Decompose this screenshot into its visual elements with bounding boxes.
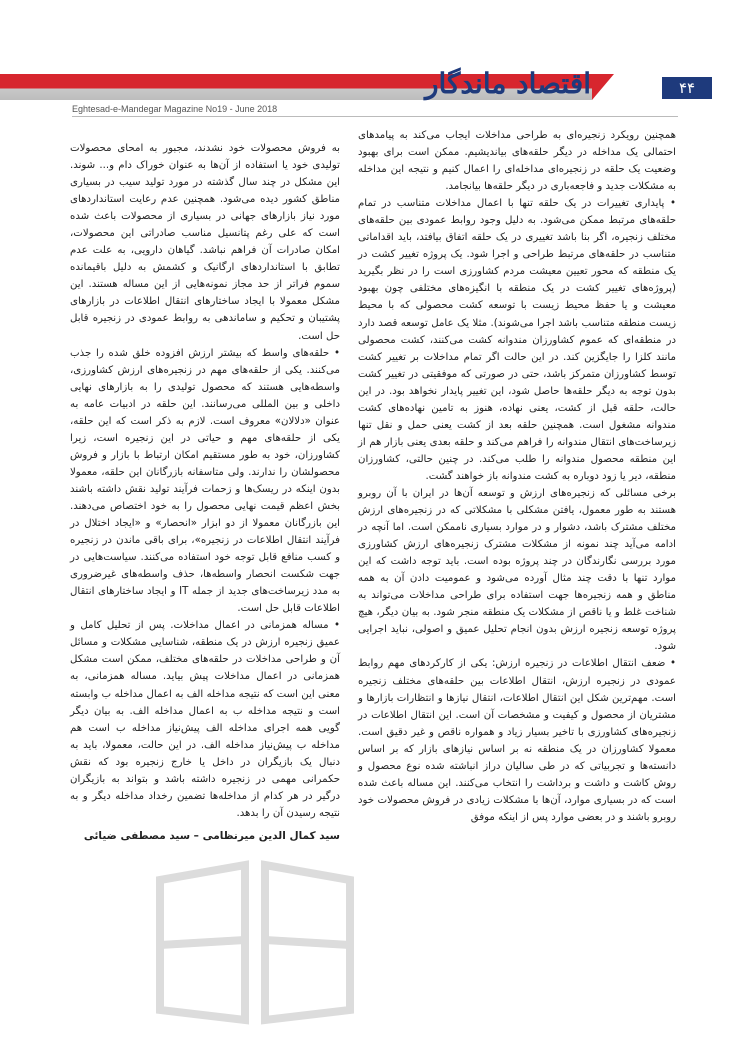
paragraph: • حلقه‌های واسط که بیشتر ارزش افزوده خلق شده را جذب می‌کنند. یکی از حلقه‌های مهم در زنجیره‌های ارزش کشاورزی، واسطه‌هایی هستند که محصول تولیدی را به بازارهای نهایی داخلی و بین المللی می‌رسانند. این حلقه در ادبیات عامه به عنوان «دلالان» معروف است. لازم به ذکر است که این حلقه، یکی از حلقه‌های مهم و حیاتی در این زنجیره است، زیرا کشاورزان، خود به طور مستقیم امکان ارتباط با بازار و فروش محصولشان را ندارند. ولی متاسفانه بازرگانان این حلقه، معمولا بدون اینکه در ریسک‌ها و زحمات فرآیند تولید نقش داشته باشند بخش اعظم قیمت نهایی محصول را به خود اختصاص می‌دهند. این بازرگانان معمولا از دو ابزار «انحصار» و «ایجاد اختلال در فرآیند انتقال اطلاعات در زنجیره»، برای باقی ماندن در زنجیره و کسب منافع قابل توجه خود استفاده می‌کنند. سیاست‌هایی در جهت شکست انحصار واسطه‌ها، حذف واسطه‌های غیرضروری به مدد زیرساخت‌های جدید از جمله IT و ایجاد ساختارهای انتقال اطلاعات قابل حل است.: [70, 347, 341, 615]
right-column: [358, 127, 676, 826]
article-authors: سید کمال الدین میرنظامی – سید مصطفی ضیائی: [83, 830, 340, 842]
paragraph: همچنین رویکرد زنجیره‌ای به طراحی مداخلات ایجاب می‌کند به پیامدهای احتمالی یک مداخله در دیگر حلقه‌های بیاندیشیم. ممکن است برای بهبود وضعیت یک حلقه در زنجیره‌ای مداخله‌ای را اعمال کنیم و نتیجه این مداخله به مشکلات جدید و فاجعه‌باری در دیگر حلقه‌ها بیانجامد.: [358, 130, 676, 193]
paragraph: • پایداری تغییرات در یک حلقه تنها با اعمال مداخلات متناسب در تمام حلقه‌های مرتبط ممکن می‌شود. به دلیل وجود روابط عمودی بین حلقه‌های مختلف زنجیره، اگر بنا باشد تغییری در یک حلقه اتفاق بیافتد، باید اقداماتی متناسب در حلقه‌های مرتبط طراحی و اجرا شود. یک پروژه تغییر کشت در یک منطقه که محور تعیین معیشت مردم کشاورزی است را در نظر بگیرید (پروژه‌های تغییر کشت در یک منطقه با انگیزه‌های مختلفی چون بهبود معیشت و یا حفظ محیط زیست با توسعه کشت محصولی که با محیط زیست منطقه متناسب باشد اجرا می‌شوند). مثلا یک عامل توسعه قصد دارد در منطقه‌ای که عموم کشاورزان مندوانه کشت می‌کنند، کشت محصولی مانند کلزا را جایگزین کند. در این حالت اگر تمام مداخلات بر تغییر کشت توسط کشاورزان متمرکز باشد، حتی در صورتی که موفقیتی در تغییر کشت بدون توجه به دیگر حلقه‌ها حاصل شود، این تغییر پایدار نخواهد بود. در این حالت، حلقه قبل از کشت، یعنی نهاده، هنوز به تامین نهاده‌های کشت مندوانه مشغول است. همچنین حلقه بعد از کشت یعنی حمل و نقل تنها زیرساخت‌های انتقال مندوانه را فراهم می‌کند و حلقه بعدی یعنی بازار هم از این منطقه محصول مندوانه را طلب می‌کند. در چنین حالتی، کشاورزان منطقه، دیر یا زود دوباره به کشت مندوانه باز خواهند گشت.: [358, 198, 676, 482]
left-column: [70, 140, 340, 822]
paragraph: برخی مسائلی که زنجیره‌های ارزش و توسعه آن‌ها در ایران با آن روبرو هستند به طور معمول، یافتن مشکلی با مشکلاتی که در زنجیره‌های ارزش مختلف مشترک باشد، دشوار و در موارد بسیاری ناممکن است. اما آنچه در ادامه می‌آید چند نمونه از مشکلات مشترک زنجیره‌های ارزش کشاورزی مورد بررسی نگارندگان در چند پروژه بوده است. باید توجه داشت که این موارد تنها با دقت چند مثال آورده می‌شود و عمومیت دادن آن به همه مناطق و همه زنجیره‌ها جهت استفاده برای طراحی مداخلات می‌تواند به شناخت غلط و یا ناقص از مشکلات یک منطقه منجر شود. به بیان دیگر، هیچ پروژه توسعه زنجیره ارزش بدون انجام تحلیل عمیق و اصولی، نباید اجرایی شود.: [358, 487, 676, 653]
paragraph: • ضعف انتقال اطلاعات در زنجیره ارزش: یکی از کارکردهای مهم روابط عمودی در زنجیره ارزش، انتقال اطلاعات بین حلقه‌های مختلف زنجیره است. مهم‌ترین شکل این انتقال اطلاعات، انتقال نیازها و انتظارات بازارها و مشتریان از محصول و کیفیت و مشخصات آن است. این انتقال اطلاعات در زنجیره‌های کشاورزی با تاخیر بسیار زیاد و همواره ناقص و غیر دقیق است. معمولا کشاورزان در یک منطقه نه بر اساس نیازهای بازار که بر اساس دانسته‌ها و تجربیاتی که در طی سالیان دراز انباشته شده نوع محصول و روش کاشت و داشت و برداشت را انتخاب می‌کنند. این مساله باعث شده است که در بسیاری موارد، آن‌ها با مشکلات زیادی در فروش محصولات خود روبرو باشند و در بعضی موارد پس از اینکه موفق: [358, 658, 676, 823]
page-number: ۴۴: [662, 77, 712, 99]
paragraph: • مساله همزمانی در اعمال مداخلات. پس از تحلیل کامل و عمیق زنجیره ارزش در یک منطقه، شناسایی مشکلات و مسائل آن و طراحی مداخلات در حلقه‌های مختلف، ممکن است مشکل همزمانی در اعمال مداخلات پیش بیاید. مساله همزمانی، به معنی این است که نتیجه مداخله الف به اعمال مداخله ب وابسته است و نتیجه مداخله ب به اعمال مداخله الف. به بیان دیگر گویی همه اجرای مداخله الف پیش‌نیاز مداخله ب است هم مداخله ب پیش‌نیاز مداخله الف. در این حالت، معمولا، باید به دنبال یک بازیگران در داخل یا خارج زنجیره بود که نقش حکمرانی مهمی در زنجیره داشته باشد و بتواند به بازیگران درگیر در هر کدام از مداخله‌ها تضمین رخداد مداخله دیگر و به نتیجه رسیدن آن را بدهد.: [70, 620, 340, 819]
header-bar: [0, 74, 744, 100]
issue-line: Eghtesad-e-Mandegar Magazine No19 - June 2018: [72, 104, 278, 114]
header-divider: [72, 116, 678, 117]
magazine-logo: اقتصاد ماندگار: [424, 67, 592, 100]
paragraph: به فروش محصولات خود نشدند، مجبور به امحای محصولات تولیدی خود یا استفاده از آن‌ها به عنوان خوراک دام و... شوند. این مشکل در چند سال گذشته در مورد تولید سیب در بسیاری مناطق کشور دیده می‌شود. همچنین عدم رعایت استانداردهای مورد نیاز بازارهای جهانی در بسیاری از محصولات باعث شده است که علی رغم پتانسیل مناسب صادراتی این محصولات، امکان صادرات آن فراهم نباشد. گیاهان دارویی، به علت عدم تطابق با استانداردهای ارگانیک و کشمش به دلیل باقیمانده سموم فراتر از حد مجاز نمونه‌هایی از این مساله هستند. این مشکل معمولا با ایجاد ساختارهای انتقال اطلاعات در بازارهای پشتیبان و تحکیم و ساماندهی به روابط عمودی در زنجیره قابل حل است.: [70, 143, 340, 342]
watermark-graphic: [150, 860, 360, 1030]
